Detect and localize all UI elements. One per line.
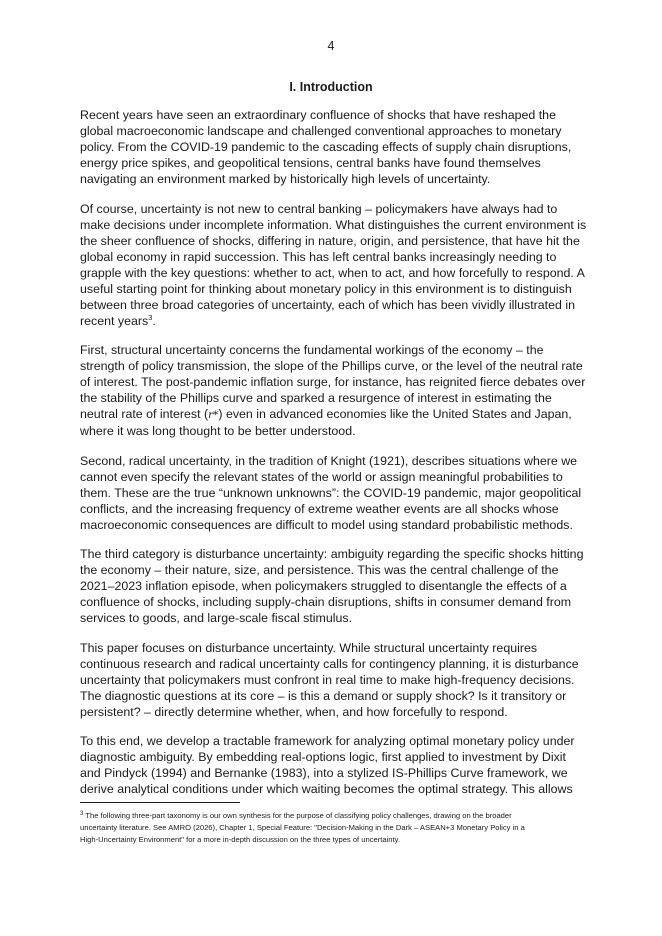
paragraph-7 [80,733,600,797]
text-line: make decisions under incomplete information. What distinguishes the current environment is [80,217,587,232]
paragraph-6 [80,640,600,720]
footnote-line: High-Uncertainty Environment" for a more in-depth discussion on the three types of uncertainty. [80,835,400,845]
text-line: conflicts, and the increasing frequency of extreme weather events are all shocks whose [80,501,559,516]
page-number: 4 [327,39,335,53]
paragraph-2 [80,201,600,329]
text-line: macroeconomic consequences are difficult to model using standard probabilistic methods. [80,517,573,532]
footnote-line [80,810,600,822]
footnote [80,810,600,847]
footnote-number: 3 [80,811,84,817]
text-line: the economy – their nature, size, and persistence. This was the central challenge of the [80,563,559,577]
text-fragment: . [152,313,156,328]
text-line: policy. From the COVID-19 pandemic to the cascading effects of supply chain disruptions, [80,140,572,154]
text-line: uncertainty that policymakers must confront in real time to make high-frequency decisions. [80,672,575,687]
text-line: energy price spikes, and geopolitical tensions, central banks have found themselves [80,156,541,170]
text-fragment: neutral rate of interest ( [80,407,209,421]
text-line: grapple with the key questions: whether to act, when to act, and how forcefully to respond. A [80,265,585,280]
footnote-divider [80,802,240,803]
text-line: where it was long thought to be better understood. [80,424,356,438]
text-line: navigating an environment marked by historically high levels of uncertainty. [80,172,491,186]
body-text [80,107,600,811]
section-heading: I. Introduction [289,80,373,94]
text-line: The diagnostic questions at its core – is this a demand or supply shock? Is it transitory or [80,688,567,703]
text-line: global macroeconomic landscape and challenged conventional approaches to monetary [80,124,562,138]
paragraph-4 [80,453,600,533]
paragraph-5 [80,546,600,626]
text-line: global economy in rapid succession. This has left central banks increasingly needing to [80,249,557,264]
math-symbol: r* [208,409,219,421]
footnote-line: uncertainty literature. See AMRO (2026), Chapter 1, Special Feature: "Decision-Making in the Dark – ASEAN+3 Monetary Policy in a [80,823,525,833]
paragraph-3 [80,342,600,439]
text-line: and Pindyck (1994) and Bernanke (1983), into a stylized IS-Phillips Curve framework, we [80,766,568,780]
text-line: of interest. The post-pandemic inflation surge, for instance, has reignited fierce debates over [80,375,586,389]
text-line [80,406,600,423]
text-line: This paper focuses on disturbance uncertainty. While structural uncertainty requires [80,640,538,655]
text-line: First, structural uncertainty concerns the fundamental workings of the economy – the [80,343,544,357]
text-line: the sheer confluence of shocks, differing in nature, origin, and persistence, that have hit the [80,233,580,248]
text-line: services to goods, and large-scale fiscal stimulus. [80,611,353,625]
text-line: Recent years have seen an extraordinary confluence of shocks that have reshaped the [80,108,556,122]
text-line: the stability of the Phillips curve and sparked a resurgence of interest in estimating the [80,391,552,405]
text-line: between three broad categories of uncertainty, each of which has been vividly illustrated in [80,297,575,312]
text-line [80,313,600,329]
text-line: useful starting point for thinking about monetary policy in this environment is to distinguish [80,281,572,296]
text-line: strength of policy transmission, the slope of the Phillips curve, or the level of the neutral rate [80,359,583,373]
text-line: The third category is disturbance uncertainty: ambiguity regarding the specific shocks hitting [80,547,584,561]
footnote-reference[interactable]: 3 [148,312,153,322]
text-fragment: ) even in advanced economies like the United States and Japan, [218,407,572,421]
text-line: continuous research and radical uncertainty calls for contingency planning, it is disturbance [80,656,579,671]
text-line: confluence of shocks, including supply-chain disruptions, shifts in consumer demand from [80,595,572,609]
text-line: 2021–2023 inflation episode, when policymakers struggled to disentangle the effects of a [80,579,567,593]
text-line: persistent? – directly determine whether, when, and how forcefully to respond. [80,704,508,719]
text-fragment: recent years [80,313,149,328]
text-line: diagnostic ambiguity. By embedding real-options logic, first applied to investment by Dixit [80,750,566,764]
text-line: cannot even specify the relevant states of the world or assign meaningful probabilities to [80,469,563,484]
text-line: Second, radical uncertainty, in the tradition of Knight (1921), describes situations where we [80,453,578,468]
text-line: derive analytical conditions under which waiting becomes the optimal strategy. This allows [80,782,573,796]
text-line: Of course, uncertainty is not new to central banking – policymakers have always had to [80,201,558,216]
text-line: To this end, we develop a tractable framework for analyzing optimal monetary policy under [80,734,575,748]
text-fragment: The following three-part taxonomy is our own synthesis for the purpose of classifying policy challenges, drawing on the broader [85,811,512,820]
paragraph-1 [80,107,600,187]
text-line: them. These are the true “unknown unknowns”: the COVID-19 pandemic, major geopolitical [80,485,582,500]
